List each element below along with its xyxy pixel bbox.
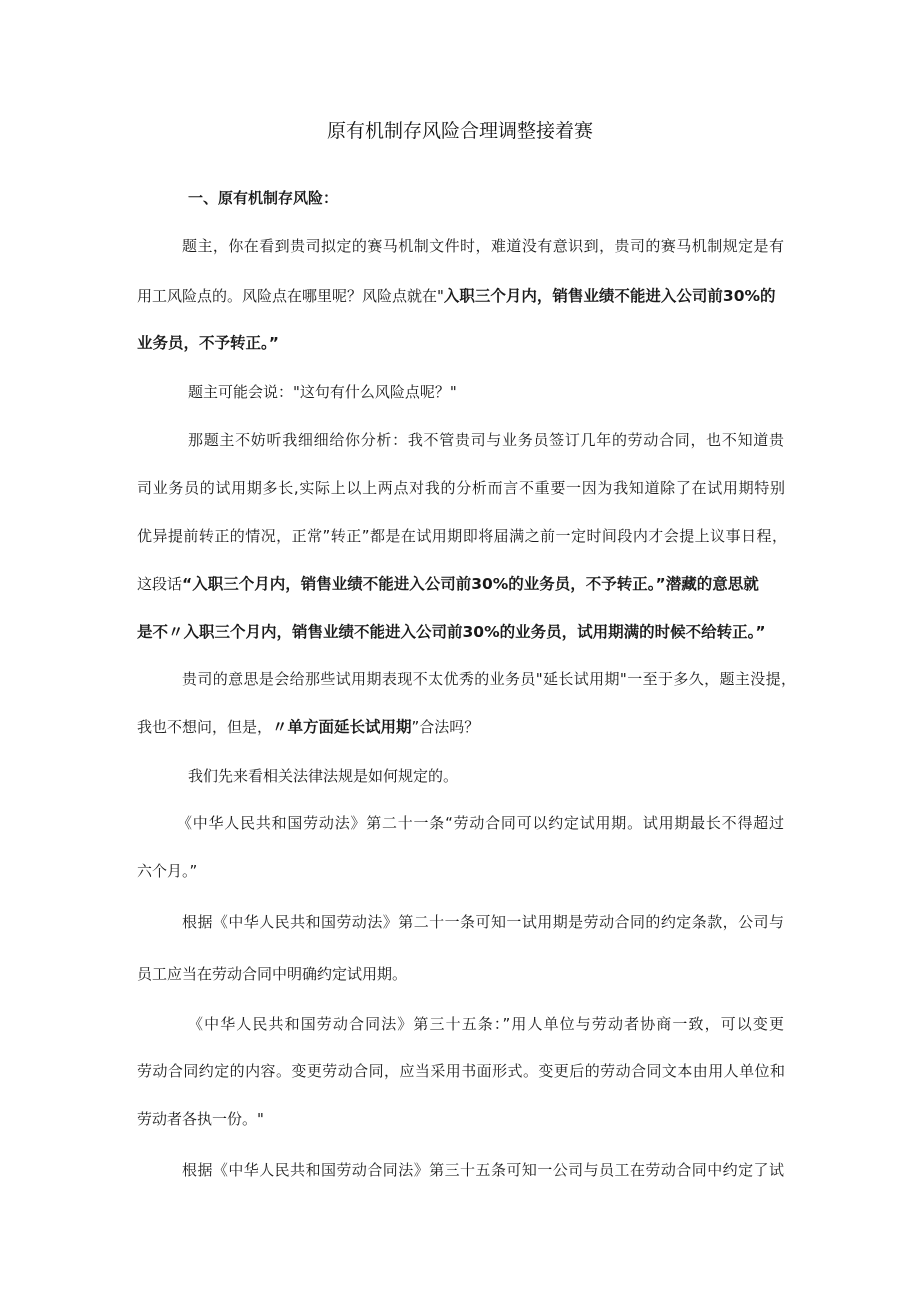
paragraph-line: 优异提前转正的情况，正常”转正”都是在试用期即将届满之前一定时间段内才会提上议事日程，	[137, 527, 787, 545]
document-title: 原有机制存风险合理调整接着赛	[326, 120, 593, 142]
paragraph-line: 那题主不妨听我细细给你分析：我不管贵司与业务员签订几年的劳动合同，也不知道贵	[188, 431, 784, 449]
text-run: ”合法吗？	[411, 718, 480, 736]
paragraph-line: 《中华人民共和国劳动法》第二十一条“劳动合同可以约定试用期。试用期最长不得超过	[177, 814, 784, 832]
paragraph-line: 司业务员的试用期多长,实际上以上两点对我的分析而言不重要一因为我知道除了在试用期特别	[137, 479, 785, 497]
paragraph-line: 根据《中华人民共和国劳动法》第二十一条可知一试用期是劳动合同的约定条款，公司与	[182, 913, 784, 931]
paragraph-line: 题主，你在看到贵司拟定的赛马机制文件时，难道没有意识到，贵司的赛马机制规定是有	[182, 237, 784, 255]
text-run: 我也不想问，但是，	[137, 718, 273, 736]
paragraph-line: 《中华人民共和国劳动合同法》第三十五条：”用人单位与劳动者协商一致，可以变更	[188, 1015, 784, 1033]
paragraph-line: 贵司的意思是会给那些试用期表现不太优秀的业务员"延长试用期"一至于多久，题主没提，	[182, 670, 796, 688]
paragraph-line	[137, 715, 807, 739]
paragraph-line: 员工应当在劳动合同中明确约定试用期。	[137, 965, 408, 983]
paragraph-line	[137, 572, 807, 596]
section-heading: 一、原有机制存风险：	[188, 189, 339, 207]
bold-text-run: 〃单方面延长试用期	[272, 718, 412, 736]
paragraph-line: 我们先来看相关法律法规是如何规定的。	[188, 767, 459, 785]
paragraph-line	[137, 284, 807, 308]
bold-text-run: 入职三个月内，销售业绩不能进入公司前30%的	[443, 287, 776, 305]
paragraph-line: 题主可能会说："这句有什么风险点呢？"	[188, 383, 457, 401]
paragraph-line: 劳动者各执一份。"	[137, 1110, 264, 1128]
text-run: 这段话	[137, 575, 183, 593]
paragraph-line: 劳动合同约定的内容。变更劳动合同，应当采用书面形式。变更后的劳动合同文本由用人单位和	[137, 1062, 785, 1080]
paragraph-line: 六个月。”	[137, 862, 198, 880]
bold-text-run: “入职三个月内，销售业绩不能进入公司前30%的业务员，不予转正。”潜藏的意思就	[182, 575, 759, 593]
text-run: 用工风险点的。风险点在哪里呢？风险点就在"	[137, 287, 444, 305]
paragraph-line: 是不〃入职三个月内，销售业绩不能进入公司前30%的业务员，试用期满的时候不给转正。”	[137, 623, 766, 641]
paragraph-line: 根据《中华人民共和国劳动合同法》第三十五条可知一公司与员工在劳动合同中约定了试	[182, 1161, 784, 1179]
paragraph-line: 业务员，不予转正。”	[137, 334, 279, 352]
